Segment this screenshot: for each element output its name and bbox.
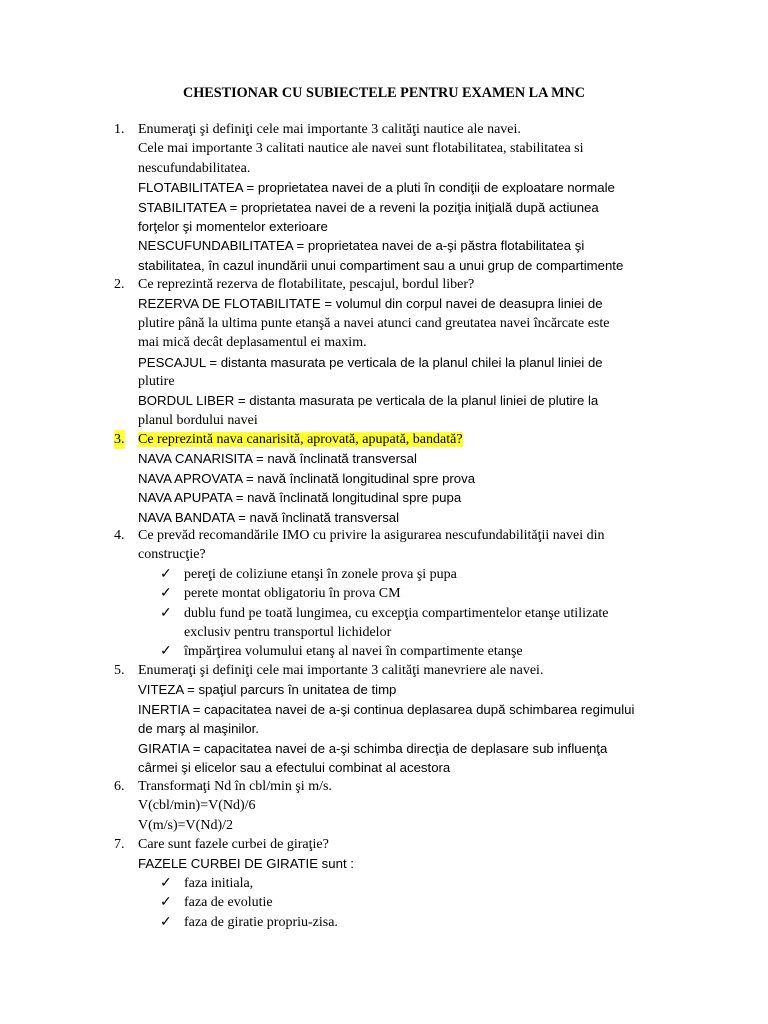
question-6 [114,777,728,835]
question-text: Ce prevăd recomandările IMO cu privire la asigurarea nescufundabilităţii navei din [138,528,605,543]
answer-line: mai mică decât deplasamentul ei maxim. [138,335,367,351]
answer-line: GIRATIA = capacitatea navei de a-şi schimba direcţia de deplasare sub influenţa [138,740,608,756]
question-text: Enumeraţi şi definiţi cele mai importante 3 calităţi manevriere ale navei. [138,663,544,678]
answer-line: planul bordului navei [138,412,258,428]
question-text: Enumeraţi şi definiţi cele mai importante 3 calităţi nautice ale navei. [138,122,521,137]
answer-line: cârmei şi elicelor sau a efectului combinat al acestora [138,760,451,776]
answer-line: forţelor şi momentelor exterioare [138,219,328,235]
check-mark-icon: ✓ [160,566,172,582]
check-item-text: exclusiv pentru transportul lichidelor [184,625,392,641]
question-text-continued: construcţie? [138,547,206,563]
answer-line: de marş al maşinilor. [138,721,259,737]
question-text: Transformaţi Nd în cbl/min şi m/s. [138,779,332,794]
question-number: 7. [114,837,125,852]
answer-line: NAVA CANARISITA = navă înclinată transversal [138,451,417,467]
question-number: 5. [114,663,125,678]
question-3 [114,430,728,527]
answer-line: VITEZA = spaţiul parcurs în unitatea de timp [138,682,397,698]
check-item-text: faza de giratie propriu-zisa. [184,914,338,930]
check-item-text: faza de evolutie [184,895,273,911]
check-mark-icon: ✓ [160,875,172,891]
question-number: 3. [114,430,125,449]
check-item [160,893,728,912]
question-number: 2. [114,277,125,292]
question-2 [114,275,728,430]
answer-line: BORDUL LIBER = distanta masurata pe verticala de la planul liniei de plutire la [138,393,599,409]
question-5 [114,661,728,777]
question-text-highlighted: Ce reprezintă nava canarisită, aprovată, apupată, bandată? [138,432,463,447]
check-item [160,874,728,893]
check-list [160,874,728,932]
answer-line: STABILITATEA = proprietatea navei de a reveni la poziţia iniţială după actiunea [138,199,599,215]
question-4 [114,526,728,662]
answer-line: REZERVA DE FLOTABILITATE = volumul din corpul navei de deasupra liniei de [138,296,603,312]
answer-line: PESCAJUL = distanta masurata pe verticala de la planul chilei la planul liniei de [138,354,603,370]
answer-line: FAZELE CURBEI DE GIRATIE sunt : [138,856,354,872]
answer-line: NAVA APROVATA = navă înclinată longitudinal spre prova [138,470,476,486]
question-number: 4. [114,528,125,543]
question-number: 6. [114,779,125,794]
question-text: Ce reprezintă rezerva de flotabilitate, pescajul, bordul liber? [138,277,475,292]
question-text: Care sunt fazele curbei de giraţie? [138,837,329,852]
answer-line: plutire [138,374,175,390]
check-item [160,913,728,932]
question-1 [114,120,728,275]
check-item-text: faza initiala, [184,875,254,891]
check-mark-icon: ✓ [160,644,172,660]
answer-line: Cele mai importante 3 calitati nautice ale navei sunt flotabilitatea, stabilitatea si [138,141,584,157]
check-item-text: împărţirea volumului etanş al navei în compartimente etanşe [184,644,523,660]
check-item [160,584,728,603]
answer-line: INERTIA = capacitatea navei de a-şi continua deplasarea după schimbarea regimului [138,701,635,717]
answer-line: V(m/s)=V(Nd)/2 [138,817,233,833]
check-mark-icon: ✓ [160,914,172,930]
check-item [160,565,728,584]
check-list [160,565,728,662]
answer-line: V(cbl/min)=V(Nd)/6 [138,798,256,814]
answer-line: nescufundabilitatea. [138,160,251,176]
answer-line: FLOTABILITATEA = proprietatea navei de a pluti în condiţii de exploatare normale [138,180,615,196]
question-7 [114,835,728,932]
answer-line: NAVA BANDATA = navă înclinată transversal [138,509,400,525]
check-mark-icon: ✓ [160,895,172,911]
check-item [160,642,728,661]
check-mark-icon: ✓ [160,605,172,621]
question-number: 1. [114,122,125,137]
check-item-text: dublu fund pe toată lungimea, cu excepţia compartimentelor etanşe utilizate [184,605,609,621]
check-item [160,604,728,643]
answer-line: stabilitatea, în cazul inundării unui compartiment sau a unui grup de compartimente [138,257,624,273]
check-mark-icon: ✓ [160,586,172,602]
check-item-text: perete montat obligatoriu în prova CM [184,586,401,602]
answer-line: NAVA APUPATA = navă înclinată longitudinal spre pupa [138,490,462,506]
page-title: CHESTIONAR CU SUBIECTELE PENTRU EXAMEN LA MNC [182,85,586,101]
answer-line: plutire până la ultima punte etanşă a navei atunci cand greutatea navei încărcate este [138,315,610,331]
answer-line: NESCUFUNDABILITATEA = proprietatea navei de a-şi păstra flotabilitatea şi [138,238,585,254]
check-item-text: pereţi de coliziune etanşi în zonele prova şi pupa [184,566,457,582]
